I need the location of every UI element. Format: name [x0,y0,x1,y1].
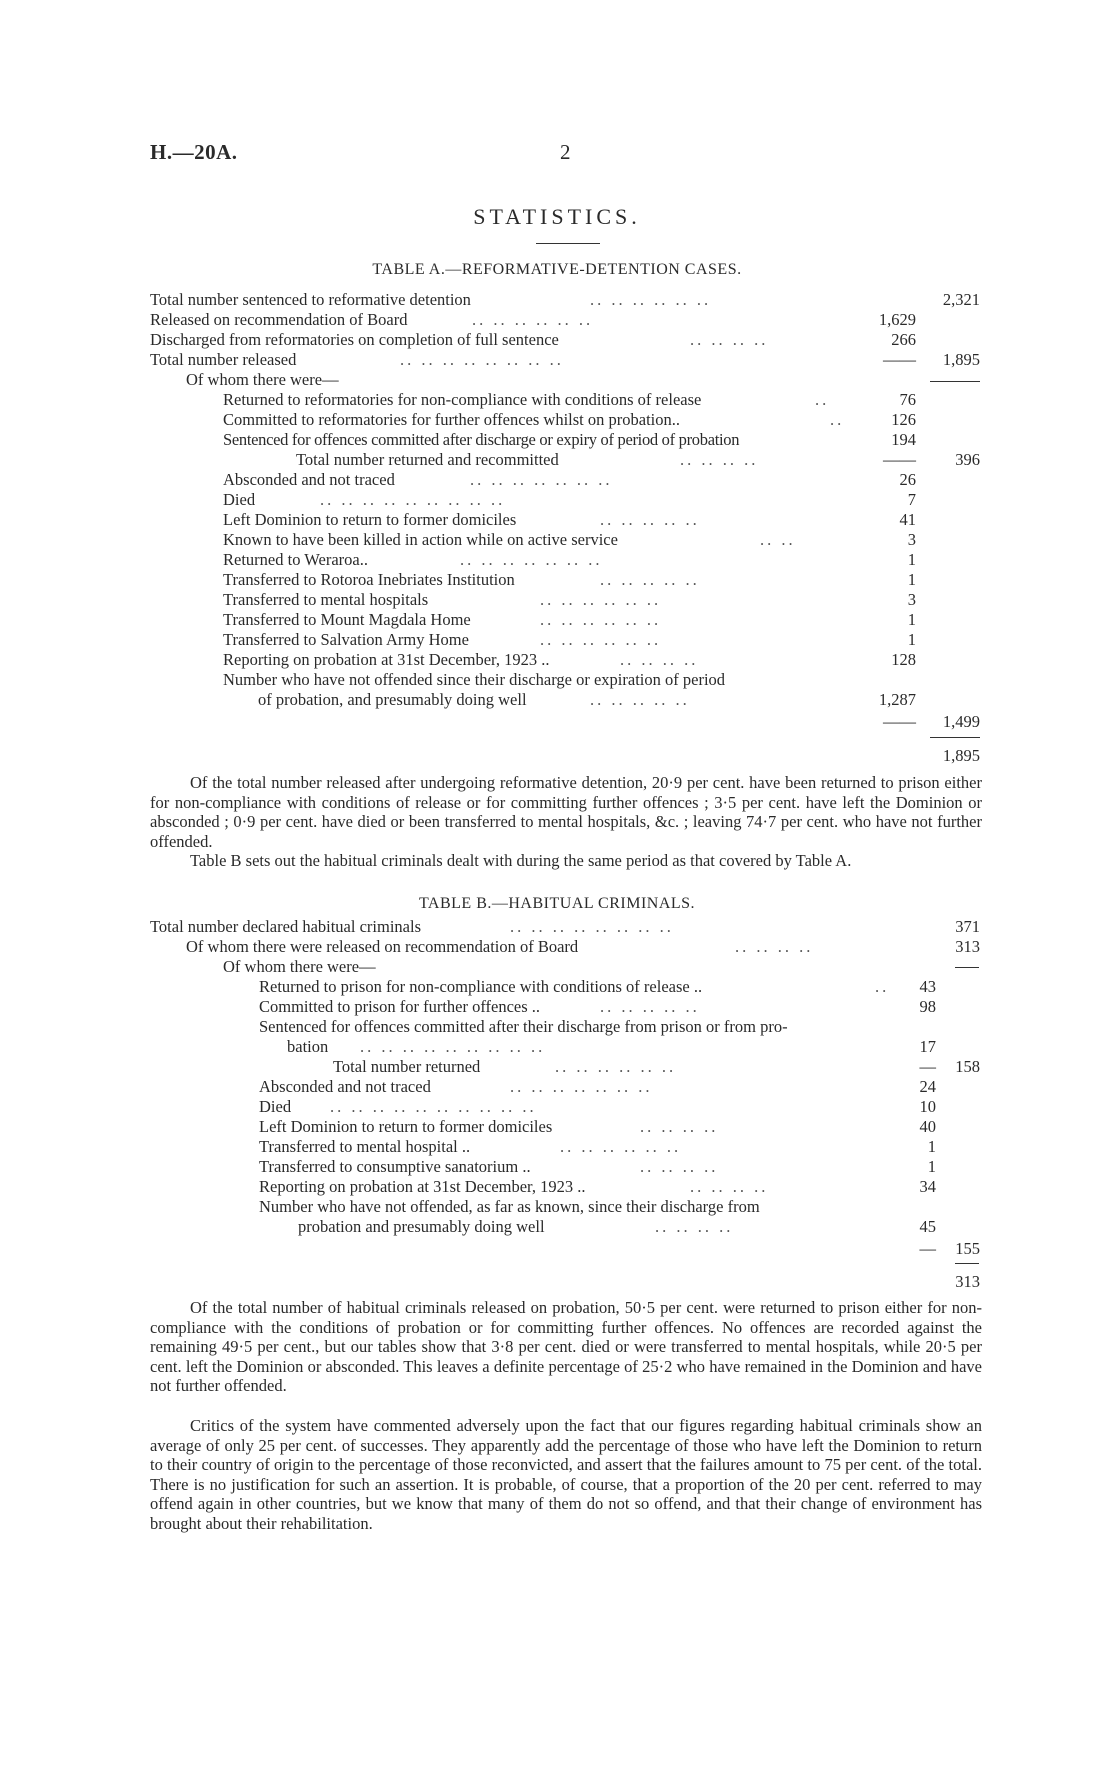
table-row [0,410,1114,430]
dot-leader: .. .. [760,530,796,549]
row-total: 396 [955,450,980,469]
row-total: 1,895 [942,746,980,765]
row-value: — [919,1239,936,1258]
table-row [0,550,1114,570]
table-row [0,310,1114,330]
dot-leader: .. .. .. .. .. .. .. .. .. .. [330,1097,537,1116]
table-row [0,430,1114,450]
row-value: 24 [919,1077,936,1096]
row-label: Sentenced for offences committed after discharge or expiry of period of probation [223,430,740,449]
row-total: 155 [955,1239,980,1258]
table-row [0,1117,1114,1137]
row-value: 17 [919,1037,936,1056]
dot-leader: .. .. .. .. .. .. .. [470,470,613,489]
row-value: — [919,1057,936,1076]
row-label: Committed to reformatories for further offences whilst on probation.. [223,410,680,429]
row-total: 371 [955,917,980,936]
row-value: —— [883,450,916,469]
row-total: 1,895 [942,350,980,369]
dot-leader: .. .. .. .. [620,650,699,669]
table-row [0,670,1114,690]
row-label: Died [259,1097,292,1116]
row-label: Released on recommendation of Board [150,310,408,329]
row-label: Known to have been killed in action while on active service [223,530,618,549]
table-row [0,1037,1114,1057]
row-value: 41 [899,510,916,529]
row-label: Transferred to mental hospital .. [259,1137,471,1156]
row-label: Left Dominion to return to former domiciles [259,1117,553,1136]
table-row [0,1057,1114,1077]
row-value: 7 [907,490,916,509]
row-label: of probation, and presumably doing well [258,690,527,709]
dot-leader: .. .. .. .. [735,937,814,956]
dot-leader: .. .. .. .. .. .. [472,310,594,329]
row-value: 1 [927,1157,936,1176]
table-row [0,1017,1114,1037]
dot-leader: .. .. .. .. .. .. [555,1057,677,1076]
table-row [0,1177,1114,1197]
row-total: 158 [955,1057,980,1076]
row-value: 98 [919,997,936,1016]
row-value: 126 [891,410,916,429]
table-row [0,1157,1114,1177]
row-value: 34 [919,1177,936,1196]
table-row [0,1217,1114,1237]
row-value: —— [883,712,916,731]
row-label: Absconded and not traced [259,1077,431,1096]
row-total: 1,499 [942,712,980,731]
row-label: Of whom there were— [223,957,376,976]
row-value: 128 [891,650,916,669]
row-value: 1 [907,630,916,649]
paragraph: Table B sets out the habitual criminals dealt with during the same period as that covered by Table A. [190,851,852,870]
row-label: Reporting on probation at 31st December, 1923 .. [223,650,550,669]
dot-leader: .. .. .. .. [680,450,759,469]
total-rule [930,737,980,738]
row-label: Absconded and not traced [223,470,395,489]
table-b-caption: TABLE B.—HABITUAL CRIMINALS. [418,895,696,912]
table-row [0,1077,1114,1097]
table-row [0,917,1114,937]
row-value: 1 [907,570,916,589]
row-label: Transferred to Salvation Army Home [223,630,469,649]
row-label: Left Dominion to return to former domiciles [223,510,517,529]
row-label: Reporting on probation at 31st December, 1923 .. [259,1177,586,1196]
table-row [0,630,1114,650]
title-rule [536,243,600,244]
table-row [0,937,1114,957]
row-label: Returned to reformatories for non-compliance with conditions of release [223,390,702,409]
row-label: Number who have not offended since their discharge or expiration of period [223,670,726,689]
table-row [0,490,1114,510]
page-title: STATISTICS. [473,204,641,229]
table-row [0,610,1114,630]
table-row [0,370,1114,390]
paragraph: Of the total number of habitual criminals released on probation, 50·5 per cent. were returned to prison either for non-compliance with the conditions of probation or for committing further offences. No offences are recorded against the remaining 49·5 per cent., but our tables show that 3·8 per cent. died or were transferred to mental hospitals, while 20·5 per cent. left the Dominion or absconded. This leaves a definite percentage of 25·2 who have remained in the Dominion and have not further offended. [150,1298,982,1396]
table-row [0,570,1114,590]
row-value: 43 [919,977,936,996]
row-value: 1,287 [878,690,916,709]
table-row [0,390,1114,410]
table-row [0,470,1114,490]
row-label: Of whom there were— [186,370,339,389]
table-row [0,712,1114,732]
dot-leader: .. .. .. .. .. [600,570,700,589]
dot-leader: .. [830,410,845,429]
dot-leader: .. .. .. .. .. [600,997,700,1016]
row-label: Total number returned and recommitted [296,450,559,469]
page-number: 2 [560,140,571,164]
dot-leader: .. [875,977,890,996]
table-row [0,690,1114,710]
table-row [0,1097,1114,1117]
table-row [0,510,1114,530]
row-label: Number who have not offended, as far as known, since their discharge from [259,1197,760,1216]
row-value: 45 [919,1217,936,1236]
dot-leader: .. [815,390,830,409]
row-total: 2,321 [942,290,980,309]
row-value: —— [883,350,916,369]
dot-leader: .. .. .. .. .. .. .. [510,1077,653,1096]
dot-leader: .. .. .. .. .. .. .. .. .. [360,1037,546,1056]
dot-leader: .. .. .. .. .. .. .. .. [510,917,674,936]
row-total: 313 [955,937,980,956]
row-label: Committed to prison for further offences .. [259,997,541,1016]
row-value: 76 [899,390,916,409]
document-reference: H.—20A. [150,140,238,164]
row-value: 40 [919,1117,936,1136]
table-row [0,1197,1114,1217]
dot-leader: .. .. .. .. [640,1117,719,1136]
dot-leader: .. .. .. .. [690,330,769,349]
table-a-caption: TABLE A.—REFORMATIVE-DETENTION CASES. [372,261,742,278]
row-value: 1 [907,610,916,629]
row-value: 26 [899,470,916,489]
row-label: bation [287,1037,329,1056]
row-label: Returned to prison for non-compliance with conditions of release .. [259,977,703,996]
row-value: 3 [907,590,916,609]
dot-leader: .. .. .. .. .. .. [540,590,662,609]
dot-leader: .. .. .. .. .. .. [540,630,662,649]
dot-leader: .. .. .. .. .. [600,510,700,529]
row-label: Sentenced for offences committed after their discharge from prison or from pro- [259,1017,788,1036]
table-row [0,746,1114,766]
row-label: Total number declared habitual criminals [150,917,421,936]
row-label: Total number released [150,350,297,369]
table-row [0,650,1114,670]
row-value: 1 [927,1137,936,1156]
row-label: Transferred to Mount Magdala Home [223,610,471,629]
table-row [0,977,1114,997]
row-value: 3 [907,530,916,549]
dot-leader: .. .. .. .. [690,1177,769,1196]
row-label: Transferred to consumptive sanatorium .. [259,1157,531,1176]
row-value: 194 [891,430,916,449]
row-value: 10 [919,1097,936,1116]
total-rule [955,1263,979,1264]
row-label: Died [223,490,256,509]
row-value: 1 [907,550,916,569]
dot-leader: .. .. .. .. .. .. .. .. .. [320,490,506,509]
table-row [0,1137,1114,1157]
row-total: 313 [955,1272,980,1291]
row-label: Returned to Weraroa.. [223,550,368,569]
dot-leader: .. .. .. .. .. .. .. [460,550,603,569]
table-row [0,997,1114,1017]
row-value: 266 [891,330,916,349]
table-row [0,450,1114,470]
dot-leader: .. .. .. .. .. .. [540,610,662,629]
row-label: Of whom there were released on recommendation of Board [186,937,579,956]
table-row [0,957,1114,977]
row-label: Transferred to mental hospitals [223,590,429,609]
table-row [0,350,1114,370]
paragraph: Of the total number released after undergoing reformative detention, 20·9 per cent. have been returned to prison either for non-compliance with conditions of release or for committing further offences ; 3·5 per cent. have left the Dominion or absconded ; 0·9 per cent. have died or been transferred to mental hospitals, &c. ; leaving 74·7 per cent. who have not further offended. [150,773,982,851]
total-rule [955,967,979,968]
row-label: Total number returned [333,1057,481,1076]
dot-leader: .. .. .. .. .. .. [590,290,712,309]
table-row [0,330,1114,350]
row-label: Total number sentenced to reformative detention [150,290,471,309]
row-label: Discharged from reformatories on completion of full sentence [150,330,559,349]
dot-leader: .. .. .. .. .. .. .. .. [400,350,564,369]
row-label: Transferred to Rotoroa Inebriates Institution [223,570,515,589]
paragraph: Critics of the system have commented adversely upon the fact that our figures regarding habitual criminals show an average of only 25 per cent. of successes. They apparently add the percentage of those who have left the Dominion to return to their country of origin to the percentage of those reconvicted, and assert that the failures amount to 75 per cent. of the total. There is no justification for such an assertion. It is probable, of course, that a proportion of the 20 per cent. referred to may offend again in other countries, but we know that many of them do not so offend, and that their change of environment has brought about their rehabilitation. [150,1416,982,1533]
table-row [0,1272,1114,1292]
table-row [0,290,1114,310]
row-value: 1,629 [878,310,916,329]
dot-leader: .. .. .. .. [655,1217,734,1236]
dot-leader: .. .. .. .. .. .. [560,1137,682,1156]
table-row [0,590,1114,610]
table-row [0,1239,1114,1259]
dot-leader: .. .. .. .. [640,1157,719,1176]
dot-leader: .. .. .. .. .. [590,690,690,709]
table-row [0,530,1114,550]
row-label: probation and presumably doing well [298,1217,545,1236]
